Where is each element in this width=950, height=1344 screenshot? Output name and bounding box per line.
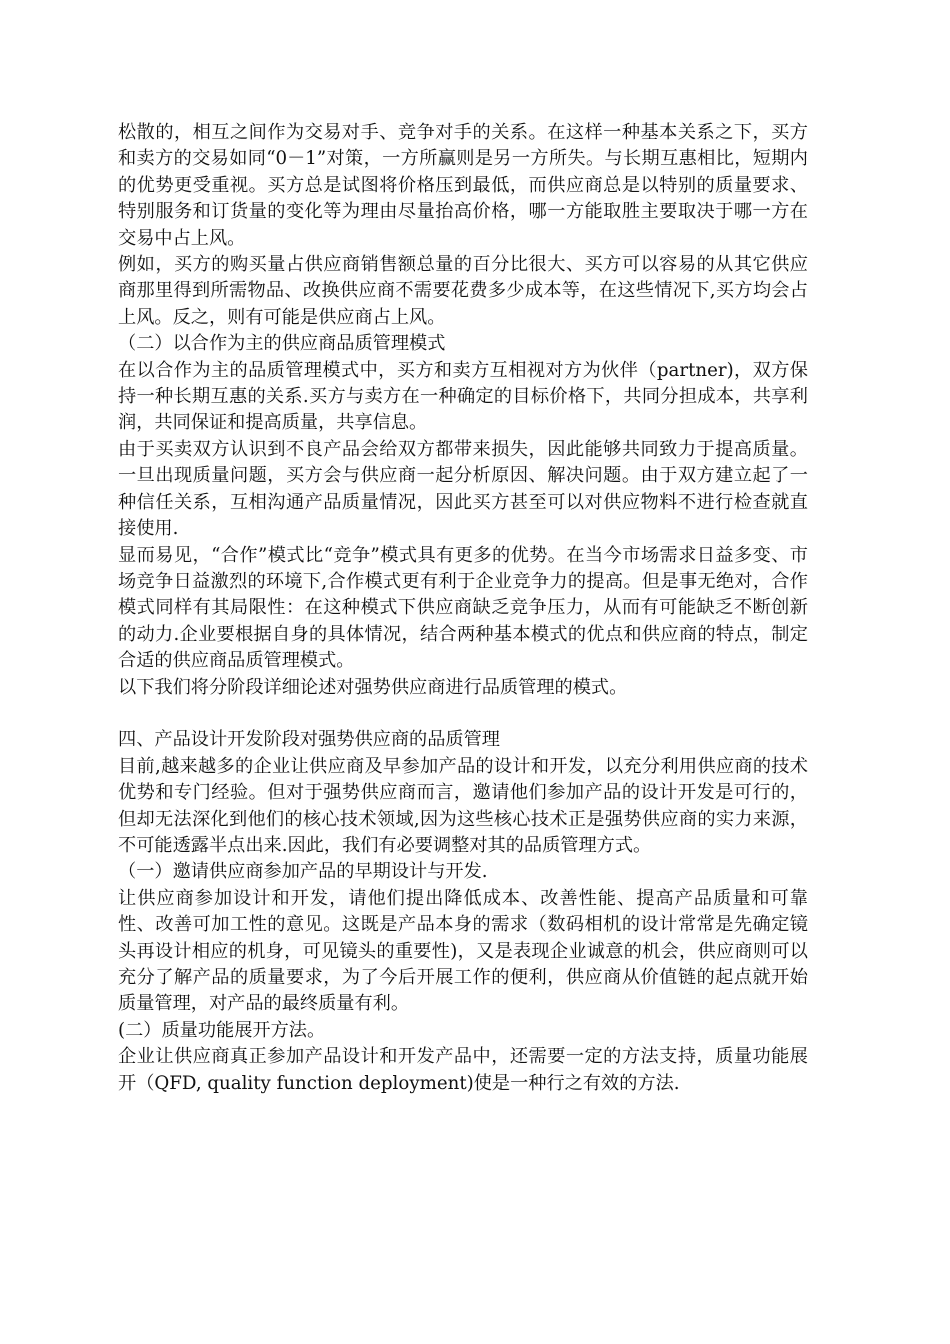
paragraph-early-design-desc: 让供应商参加设计和开发，请他们提出降低成本、改善性能、提高产品质量和可靠性、改善可加工性的意见。这既是产品本身的需求（数码相机的设计常常是先确定镜头再设计相应的机身，可见镜头的重要性)，又是表现企业诚意的机会，供应商则可以充分了解产品的质量要求，为了今后开展工作的便利，供应商从价值链的起点就开始质量管理，对产品的最终质量有利。 xyxy=(118,887,808,1015)
blank-line xyxy=(118,701,808,727)
subsection-heading-qfd: (二）质量功能展开方法。 xyxy=(118,1019,326,1041)
subsection-heading-early-design: （一）邀请供应商参加产品的早期设计与开发. xyxy=(118,861,488,883)
paragraph-design-stage-intro: 目前,越来越多的企业让供应商及早参加产品的设计和开发，以充分利用供应商的技术优势和专门经验。但对于强势供应商而言，邀请他们参加产品的设计开发是可行的，但却无法深化到他们的核心技术领域,因为这些核心技术正是强势供应商的实力来源，不可能透露半点出来.因此，我们有必要调整对其的品质管理方式。 xyxy=(118,755,808,856)
paragraph-cooperation-benefits: 由于买卖双方认识到不良产品会给双方都带来损失，因此能够共同致力于提高质量。一旦出现质量问题，买方会与供应商一起分析原因、解决问题。由于双方建立起了一种信任关系，互相沟通产品质量情况，因此买方甚至可以对供应物料不进行检查就直接使用. xyxy=(118,438,808,540)
paragraph-qfd-desc: 企业让供应商真正参加产品设计和开发产品中，还需要一定的方法支持，质量功能展开（QFD, quality function deployment)使是一种行之有效的方法. xyxy=(118,1046,808,1094)
paragraph-transition: 以下我们将分阶段详细论述对强势供应商进行品质管理的模式。 xyxy=(118,676,628,698)
section-heading-cooperation-model: （二）以合作为主的供应商品质管理模式 xyxy=(118,333,446,355)
paragraph-competition-model-desc: 松散的，相互之间作为交易对手、竞争对手的关系。在这样一种基本关系之下，买方和卖方的交易如同“0－1”对策，一方所赢则是另一方所失。与长期互惠相比，短期内的优势更受重视。买方总是试图将价格压到最低，而供应商总是以特别的质量要求、特别服务和订货量的变化等为理由尽量抬高价格，哪一方能取胜主要取决于哪一方在交易中占上风。 xyxy=(118,122,808,249)
paragraph-example: 例如，买方的购买量占供应商销售额总量的百分比很大、买方可以容易的从其它供应商那里得到所需物品、改换供应商不需要花费多少成本等，在这些情况下,买方均会占上风。反之，则有可能是供应商占上风。 xyxy=(118,254,808,328)
section-heading-design-stage: 四、产品设计开发阶段对强势供应商的品质管理 xyxy=(118,729,500,751)
document-page xyxy=(118,120,808,1097)
paragraph-comparison: 显而易见，“合作”模式比“竞争”模式具有更多的优势。在当今市场需求日益多变、市场竞争日益激烈的环境下,合作模式更有利于企业竞争力的提高。但是事无绝对，合作模式同样有其局限性：在这种模式下供应商缺乏竞争压力，从而有可能缺乏不断创新的动力.企业要根据自身的具体情况，结合两种基本模式的优点和供应商的特点，制定合适的供应商品质管理模式。 xyxy=(118,544,808,672)
paragraph-cooperation-model-desc: 在以合作为主的品质管理模式中，买方和卖方互相视对方为伙伴（partner)，双方保持一种长期互惠的关系.买方与卖方在一种确定的目标价格下，共同分担成本，共享利润，共同保证和提高质量，共享信息。 xyxy=(118,359,808,434)
